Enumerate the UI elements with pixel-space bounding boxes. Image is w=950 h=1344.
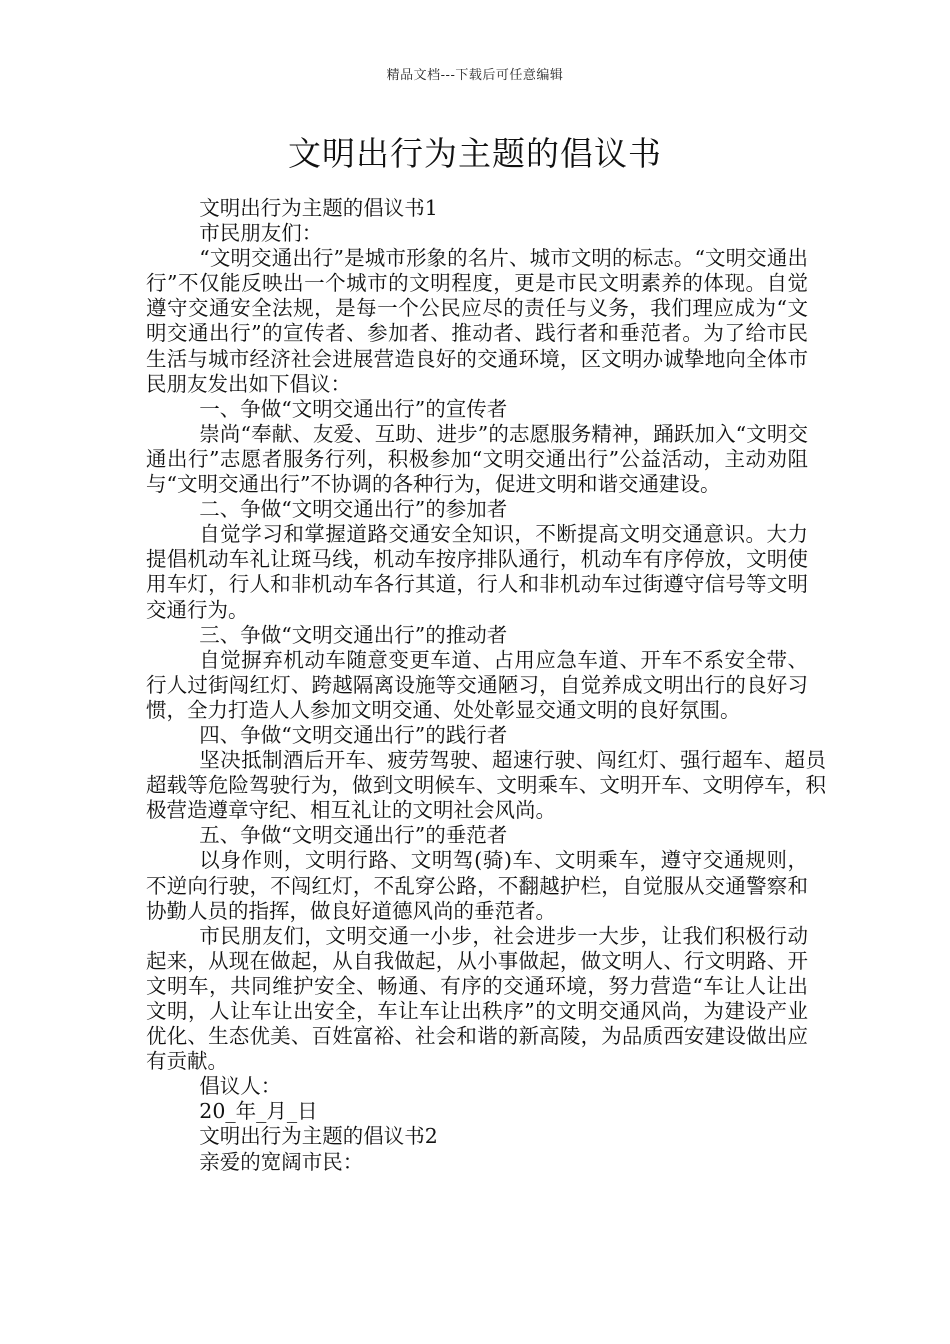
proposal-body-5: 以身作则，文明行路、文明驾(骑)车、文明乘车，遵守交通规则，不逆向行驶，不闯红灯，不乱穿公路，不翻越护栏，自觉服从交通警察和协勤人员的指挥，做良好道德风尚的垂范者。 — [146, 848, 808, 923]
page-header-watermark: 精品文档---下载后可任意编辑 — [386, 68, 564, 83]
proposal-body-3: 自觉摒弃机动车随意变更车道、占用应急车道、开车不系安全带、行人过街闯红灯、跨越隔离设施等交通陋习，自觉养成文明出行的良好习惯，全力打造人人参加文明交通、处处彰显交通文明的良好氛围。 — [146, 647, 808, 722]
proposal-heading-1: 一、争做“文明交通出行”的宣传者 — [199, 396, 508, 421]
proposal-heading-3: 三、争做“文明交通出行”的推动者 — [199, 622, 508, 647]
signer-label: 倡议人： — [199, 1074, 282, 1099]
closing-paragraph: 市民朋友们，文明交通一小步，社会进步一大步，让我们积极行动起来，从现在做起，从自我做起，从小事做起，做文明人、行文明路、开文明车，共同维护安全、畅通、有序的交通环境，努力营造“车让人让出文明，人让车让出安全，车让车让出秩序”的文明交通风尚，为建设产业优化、生态优美、百姓富裕、社会和谐的新高陵，为品质西安建设做出应有贡献。 — [146, 923, 808, 1074]
proposal-body-4: 坚决抵制酒后开车、疲劳驾驶、超速行驶、闯红灯、强行超车、超员超载等危险驾驶行为，做到文明候车、文明乘车、文明开车、文明停车，积极营造遵章守纪、相互礼让的文明社会风尚。 — [146, 748, 826, 823]
proposal-heading-4: 四、争做“文明交通出行”的践行者 — [199, 722, 508, 747]
salutation: 市民朋友们： — [199, 221, 323, 246]
proposal-heading-5: 五、争做“文明交通出行”的垂范者 — [199, 823, 508, 848]
document-title: 文明出行为主题的倡议书 — [288, 134, 662, 173]
proposal-body-1: 崇尚“奉献、友爱、互助、进步”的志愿服务精神，踊跃加入“文明交通出行”志愿者服务行列，积极参加“文明交通出行”公益活动，主动劝阻与“文明交通出行”不协调的各种行为，促进文明和谐交通建设。 — [146, 421, 808, 497]
proposal-heading-2: 二、争做“文明交通出行”的参加者 — [199, 497, 508, 522]
proposal-body-2: 自觉学习和掌握道路交通安全知识，不断提高文明交通意识。大力提倡机动车礼让斑马线，机动车按序排队通行，机动车有序停放，文明使用车灯，行人和非机动车各行其道，行人和非机动车过街遵守信号等文明交通行为。 — [146, 522, 808, 622]
salutation-2: 亲爱的宽阔市民： — [199, 1149, 364, 1174]
section-heading-1: 文明出行为主题的倡议书1 — [199, 196, 438, 220]
document-body — [146, 196, 826, 1175]
intro-paragraph: “文明交通出行”是城市形象的名片、城市文明的标志。“文明交通出行”不仅能反映出一个城市的文明程度，更是市民文明素养的体现。自觉遵守交通安全法规，是每一个公民应尽的责任与义务，我们理应成为“文明交通出行”的宣传者、参加者、推动者、践行者和垂范者。为了给市民生活与城市经济社会进展营造良好的交通环境，区文明办诚挚地向全体市民朋友发出如下倡议： — [146, 246, 808, 396]
section-heading-2: 文明出行为主题的倡议书2 — [199, 1124, 438, 1149]
date-line: 20_年_月_日 — [199, 1099, 318, 1124]
